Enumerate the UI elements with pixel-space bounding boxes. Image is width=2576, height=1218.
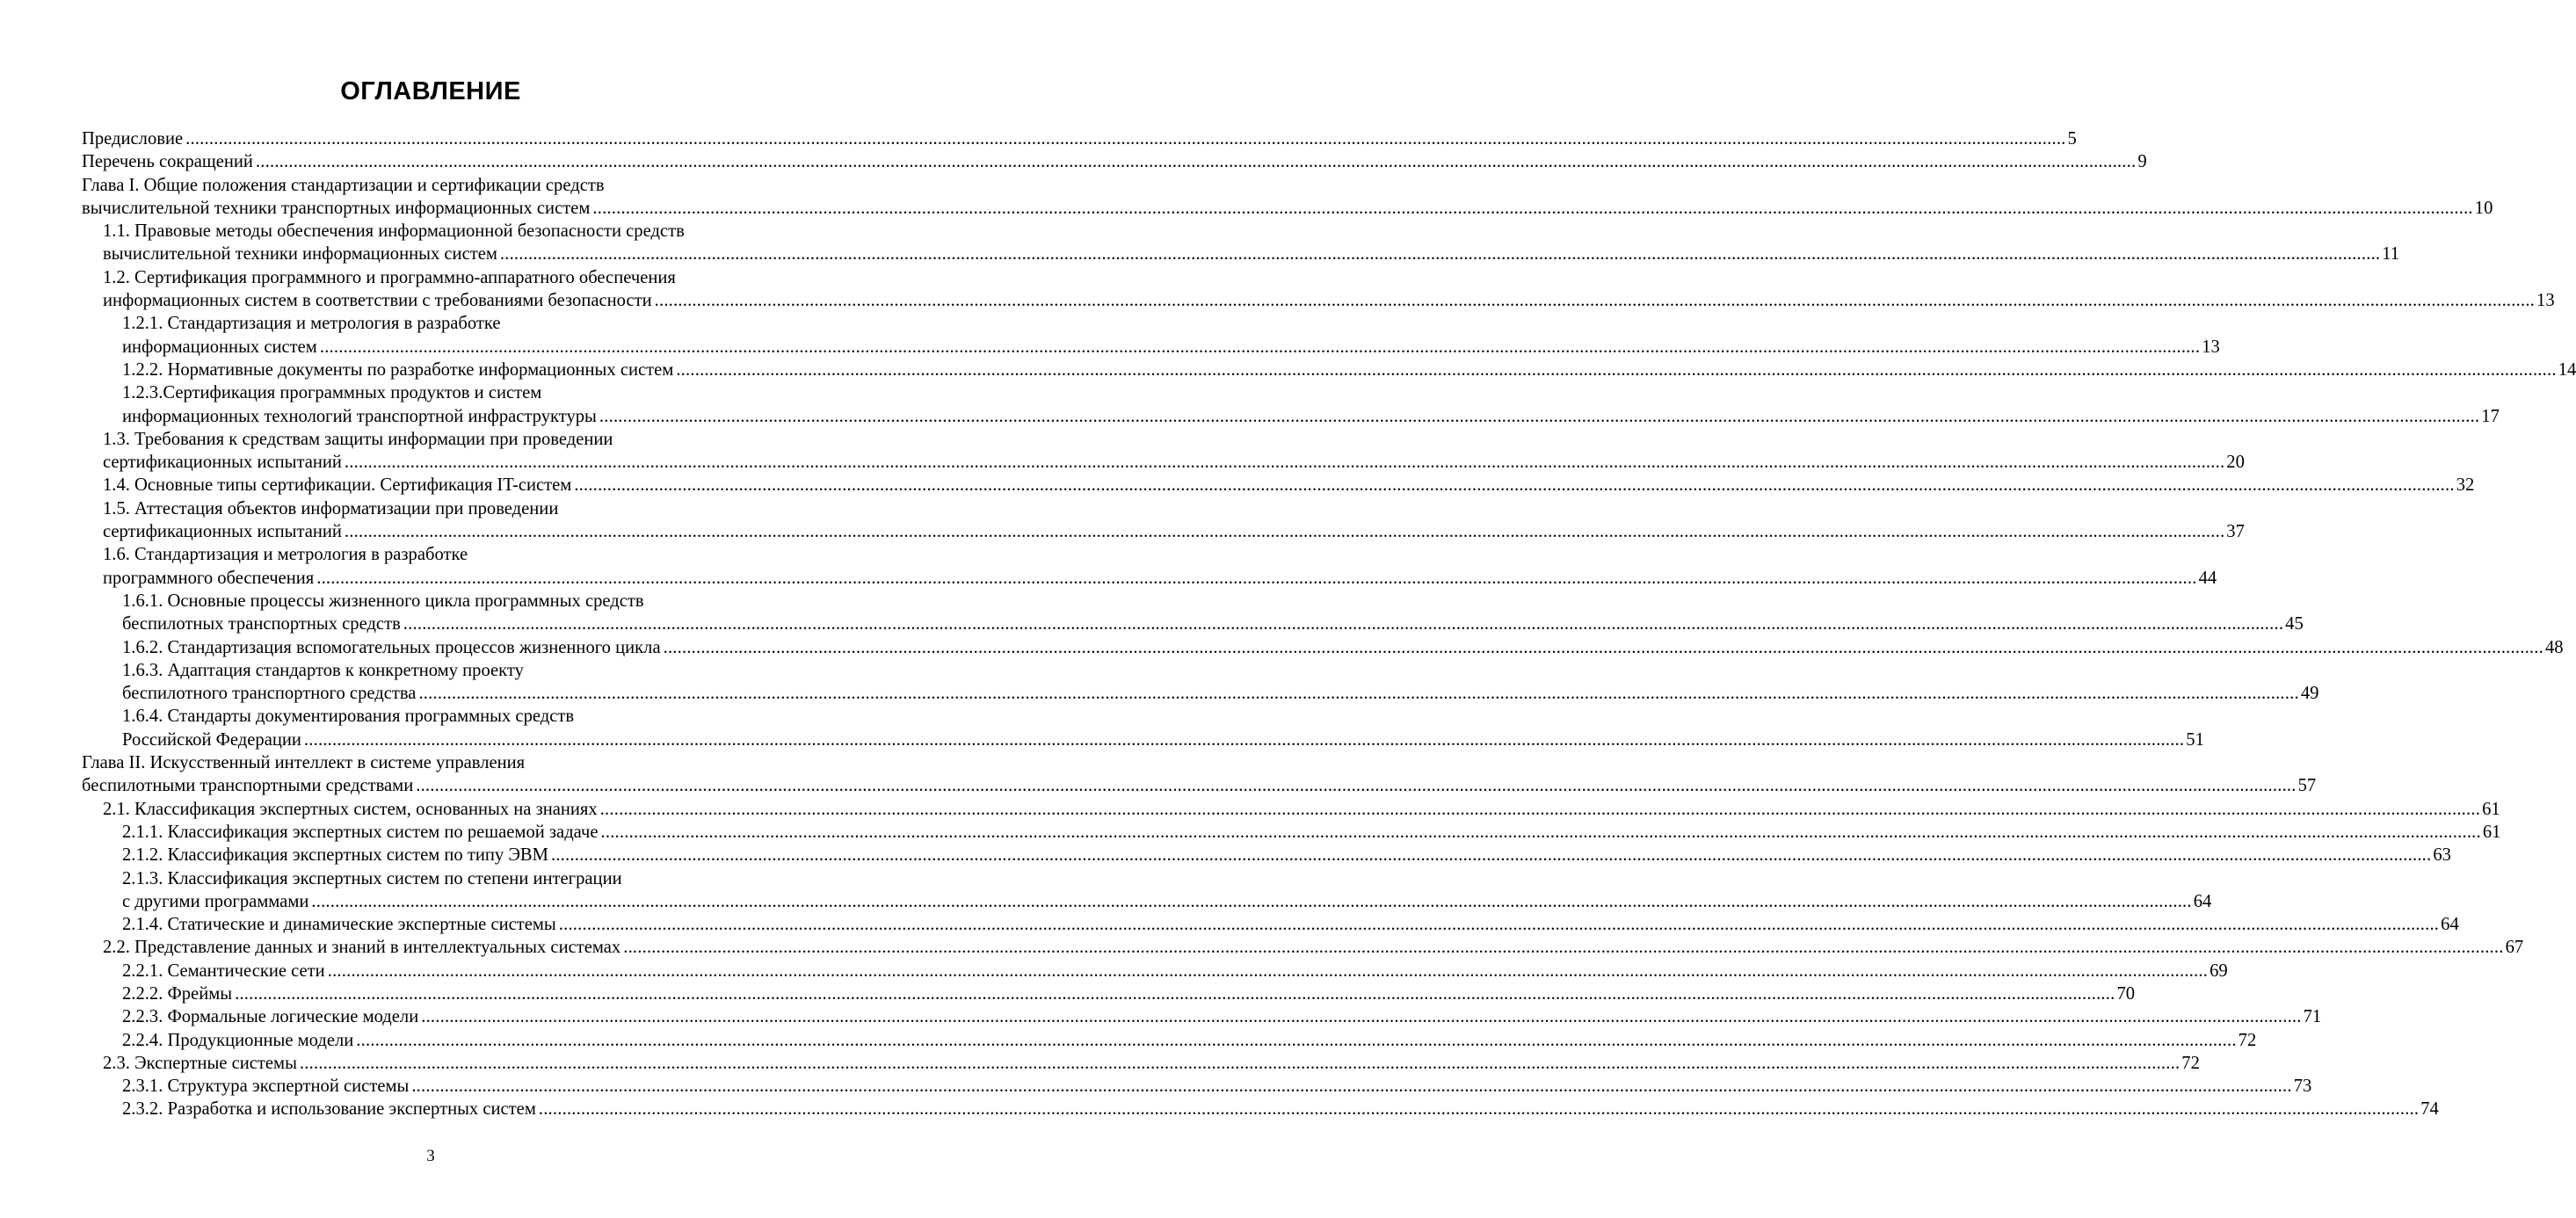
dot-leader: ................................................................................................................................................................................................................................................................................................................................................................................................................: [311, 891, 2192, 911]
toc-entry-line: [122, 890, 2212, 913]
toc-entry[interactable]: [82, 474, 2475, 497]
dot-leader: ................................................................................................................................................................................................................................................................................................................................................................................................................: [538, 1099, 2420, 1120]
toc-entry-page: 64: [2193, 891, 2212, 911]
dot-leader: ................................................................................................................................................................................................................................................................................................................................................................................................................: [623, 938, 2504, 958]
toc-entry-text: 1.2.2. Нормативные документы по разработке информационных систем: [122, 359, 674, 380]
toc-entry-text: 2.3.2. Разработка и использование экспертных систем: [122, 1099, 536, 1120]
toc-entry-text: 1.3. Требования к средствам защиты информации при проведении: [103, 429, 613, 449]
dot-leader: ................................................................................................................................................................................................................................................................................................................................................................................................................: [344, 453, 2225, 473]
toc-entry-page: 63: [2433, 845, 2451, 866]
toc-entry-page: 73: [2293, 1077, 2312, 1097]
toc-entry-line: [103, 520, 2245, 543]
toc-entry[interactable]: [82, 428, 2245, 475]
toc-entry-text: 2.1. Классификация экспертных систем, основанных на знаниях: [103, 799, 598, 819]
toc-entry-line: [122, 613, 2304, 635]
toc-entry-page: 17: [2481, 406, 2500, 426]
toc-entry[interactable]: [82, 798, 2500, 821]
dot-leader: ................................................................................................................................................................................................................................................................................................................................................................................................................: [663, 637, 2543, 657]
toc-entry-page: 13: [2536, 291, 2555, 311]
toc-entry-page: 72: [2181, 1053, 2200, 1073]
toc-entry-page: 48: [2544, 637, 2564, 657]
toc-entry-text: 1.2.3.Сертификация программных продуктов и систем: [122, 383, 542, 403]
dot-leader: ................................................................................................................................................................................................................................................................................................................................................................................................................: [303, 729, 2185, 750]
toc-entry-text: 2.3.1. Структура экспертной системы: [122, 1077, 410, 1097]
toc-entry-page: 45: [2285, 614, 2304, 634]
toc-entry-text: с другими программами: [122, 891, 309, 911]
toc-entry[interactable]: [82, 636, 2564, 659]
toc-entry[interactable]: [82, 497, 2245, 544]
toc-entry-line: [103, 798, 2500, 821]
toc-entry-text: 1.1. Правовые методы обеспечения информационной безопасности средств: [103, 221, 685, 242]
toc-entry-text: 2.1.4. Статические и динамические экспертные системы: [122, 915, 556, 935]
toc-entry-line: [103, 936, 2524, 959]
toc-entry-text: программного обеспечения: [103, 568, 315, 588]
toc-entry[interactable]: [82, 1005, 2322, 1028]
toc-entry-page: 9: [2137, 152, 2147, 172]
toc-entry-page: 20: [2226, 453, 2245, 473]
toc-entry-line: [122, 359, 2576, 381]
toc-entry-text: 1.6. Стандартизация и метрология в разработке: [103, 545, 468, 565]
toc-entry[interactable]: [82, 982, 2136, 1005]
toc-entry-text: Российской Федерации: [122, 729, 301, 750]
dot-leader: ................................................................................................................................................................................................................................................................................................................................................................................................................: [421, 1007, 2302, 1027]
toc-entry-line: [82, 150, 2147, 173]
toc-entry-text: 2.1.2. Классификация экспертных систем по типу ЭВМ: [122, 845, 548, 866]
toc-entry-text: беспилотными транспортными средствами: [82, 776, 414, 796]
toc-entry[interactable]: [82, 1052, 2200, 1075]
toc-entry-page: 69: [2210, 961, 2228, 981]
toc-entry-line: [122, 636, 2564, 659]
toc-entry-line: [122, 1075, 2312, 1098]
toc-entry-line: [122, 821, 2501, 844]
toc-entry-text: Глава I. Общие положения стандартизации и сертификации средств: [82, 175, 605, 195]
toc-entry-line: [103, 451, 2245, 474]
dot-leader: ................................................................................................................................................................................................................................................................................................................................................................................................................: [316, 568, 2197, 588]
dot-leader: ................................................................................................................................................................................................................................................................................................................................................................................................................: [418, 684, 2299, 704]
dot-leader: ................................................................................................................................................................................................................................................................................................................................................................................................................: [676, 359, 2557, 380]
toc-entry[interactable]: [82, 150, 2147, 173]
toc-entry[interactable]: [82, 844, 2451, 866]
toc-entry[interactable]: [82, 1075, 2312, 1098]
toc-entry-text: информационных систем в соответствии с требованиями безопасности: [103, 291, 652, 311]
toc-entry[interactable]: [82, 705, 2204, 751]
toc-entry-text: 2.1.3. Классификация экспертных систем по степени интеграции: [122, 868, 622, 888]
toc-entry-text: вычислительной техники транспортных информационных систем: [82, 198, 591, 218]
page-number: 3: [426, 1147, 435, 1165]
dot-leader: ................................................................................................................................................................................................................................................................................................................................................................................................................: [574, 475, 2455, 496]
toc-entry-text: 1.5. Аттестация объектов информатизации при проведении: [103, 498, 559, 518]
toc-entry-page: 51: [2186, 729, 2204, 750]
toc-entry-page: 49: [2300, 684, 2319, 704]
toc-entry-line: [122, 1029, 2257, 1052]
toc-entry-text: информационных технологий транспортной инфраструктуры: [122, 406, 597, 426]
toc-entry-text: Предисловие: [82, 129, 184, 149]
toc-entry[interactable]: [82, 1029, 2257, 1052]
toc-entry-line: [103, 289, 2555, 312]
toc-entry-text: 2.2. Представление данных и знаний в интеллектуальных системах: [103, 938, 621, 958]
toc-entry[interactable]: [82, 590, 2304, 636]
toc-entry-page: 74: [2420, 1099, 2439, 1120]
toc-entry-line: [103, 243, 2400, 265]
toc-entry-page: 72: [2238, 1030, 2257, 1050]
toc-entry-line: [82, 127, 2077, 150]
dot-leader: ................................................................................................................................................................................................................................................................................................................................................................................................................: [592, 198, 2473, 218]
toc-entry[interactable]: [82, 312, 2220, 359]
toc-entry[interactable]: [82, 1098, 2439, 1120]
toc-entry-text: 2.1.1. Классификация экспертных систем по решаемой задаче: [122, 822, 599, 842]
toc-entry[interactable]: [82, 659, 2319, 706]
toc-entry-text: сертификационных испытаний: [103, 453, 342, 473]
toc-entry[interactable]: [82, 381, 2500, 428]
toc-entry-page: 14: [2558, 359, 2576, 380]
toc-entry-text: 1.6.2. Стандартизация вспомогательных процессов жизненного цикла: [122, 637, 661, 657]
toc-entry-text: 2.2.1. Семантические сети: [122, 961, 325, 981]
dot-leader: ................................................................................................................................................................................................................................................................................................................................................................................................................: [403, 614, 2284, 634]
dot-leader: ................................................................................................................................................................................................................................................................................................................................................................................................................: [411, 1077, 2292, 1097]
toc-entry-line: [103, 567, 2217, 590]
dot-leader: ................................................................................................................................................................................................................................................................................................................................................................................................................: [600, 822, 2481, 842]
toc-entry-line: [122, 405, 2500, 428]
toc-entry-line: [122, 1098, 2439, 1120]
dot-leader: ................................................................................................................................................................................................................................................................................................................................................................................................................: [344, 522, 2225, 542]
toc-entry[interactable]: [82, 127, 2077, 150]
toc-entry-line: [82, 197, 2493, 220]
toc-entry-line: [122, 982, 2136, 1005]
toc-entry-line: [103, 474, 2475, 497]
toc-entry-line: [103, 1052, 2200, 1075]
toc-entry-line: [122, 913, 2459, 936]
toc-entry-text: Перечень сокращений: [82, 152, 253, 172]
toc-entry-text: 1.6.4. Стандарты документирования программных средств: [122, 707, 575, 727]
toc-entry-line: [122, 844, 2451, 866]
toc-entry-text: беспилотного транспортного средства: [122, 684, 417, 704]
page-title: ОГЛАВЛЕНИЕ: [340, 77, 521, 105]
toc-entry-line: [122, 729, 2204, 751]
dot-leader: ................................................................................................................................................................................................................................................................................................................................................................................................................: [599, 406, 2480, 426]
toc-entry-text: 1.6.3. Адаптация стандартов к конкретному проекту: [122, 660, 524, 680]
toc-entry-text: сертификационных испытаний: [103, 522, 342, 542]
toc-entry-line: [122, 1005, 2322, 1028]
dot-leader: ................................................................................................................................................................................................................................................................................................................................................................................................................: [319, 337, 2201, 357]
toc-entry-text: 1.2.1. Стандартизация и метрология в разработке: [122, 314, 501, 334]
toc-entry-page: 61: [2482, 799, 2500, 819]
toc-entry[interactable]: [82, 867, 2212, 914]
dot-leader: ................................................................................................................................................................................................................................................................................................................................................................................................................: [550, 845, 2432, 866]
toc-entry-page: 44: [2198, 568, 2217, 588]
toc-entry[interactable]: [82, 266, 2555, 313]
toc-entry-page: 57: [2297, 776, 2317, 796]
toc-entry-line: [82, 774, 2317, 797]
toc-entry-page: 37: [2226, 522, 2245, 542]
toc-entry[interactable]: [82, 936, 2524, 959]
toc-entry-text: беспилотных транспортных средств: [122, 614, 401, 634]
toc-entry[interactable]: [82, 751, 2317, 798]
toc-entry-text: 1.2. Сертификация программного и программно-аппаратного обеспечения: [103, 267, 676, 287]
toc-entry[interactable]: [82, 821, 2501, 844]
dot-leader: ................................................................................................................................................................................................................................................................................................................................................................................................................: [416, 776, 2297, 796]
toc-entry-text: 2.2.2. Фреймы: [122, 983, 233, 1004]
toc-entry-text: 1.4. Основные типы сертификации. Сертификация IT-систем: [103, 475, 572, 496]
table-of-contents: [82, 127, 2576, 1121]
toc-entry[interactable]: [82, 543, 2217, 590]
toc-entry-text: 2.3. Экспертные системы: [103, 1053, 297, 1073]
toc-entry-page: 10: [2474, 198, 2493, 218]
dot-leader: ................................................................................................................................................................................................................................................................................................................................................................................................................: [558, 915, 2440, 935]
toc-entry-text: информационных систем: [122, 337, 317, 357]
toc-entry[interactable]: [82, 174, 2493, 221]
toc-entry-line: [122, 682, 2319, 705]
toc-entry-page: 70: [2116, 983, 2136, 1004]
toc-entry-text: 2.2.4. Продукционные модели: [122, 1030, 354, 1050]
toc-entry-line: [122, 336, 2220, 359]
dot-leader: ................................................................................................................................................................................................................................................................................................................................................................................................................: [654, 291, 2536, 311]
toc-entry[interactable]: [82, 960, 2228, 982]
dot-leader: ................................................................................................................................................................................................................................................................................................................................................................................................................: [235, 983, 2115, 1004]
toc-entry-page: 67: [2505, 938, 2524, 958]
toc-entry-text: 2.2.3. Формальные логические модели: [122, 1007, 419, 1027]
dot-leader: ................................................................................................................................................................................................................................................................................................................................................................................................................: [185, 129, 2066, 149]
toc-entry[interactable]: [82, 220, 2400, 266]
dot-leader: ................................................................................................................................................................................................................................................................................................................................................................................................................: [599, 799, 2481, 819]
toc-entry[interactable]: [82, 913, 2459, 936]
toc-entry-text: вычислительной техники информационных систем: [103, 244, 497, 265]
toc-entry-text: Глава II. Искусственный интеллект в системе управления: [82, 753, 526, 773]
dot-leader: ................................................................................................................................................................................................................................................................................................................................................................................................................: [499, 244, 2381, 265]
toc-entry-page: 11: [2382, 244, 2400, 265]
toc-entry-page: 64: [2441, 915, 2459, 935]
toc-entry-page: 32: [2456, 475, 2475, 496]
toc-entry-text: 1.6.1. Основные процессы жизненного цикла программных средств: [122, 591, 644, 611]
toc-entry-page: 61: [2482, 822, 2501, 842]
dot-leader: ................................................................................................................................................................................................................................................................................................................................................................................................................: [255, 152, 2137, 172]
toc-entry[interactable]: [82, 359, 2576, 381]
toc-entry-page: 5: [2067, 129, 2077, 149]
toc-entry-page: 71: [2303, 1007, 2322, 1027]
dot-leader: ................................................................................................................................................................................................................................................................................................................................................................................................................: [356, 1030, 2237, 1050]
toc-entry-page: 13: [2202, 337, 2220, 357]
toc-entry-line: [122, 960, 2228, 982]
dot-leader: ................................................................................................................................................................................................................................................................................................................................................................................................................: [327, 961, 2209, 981]
dot-leader: ................................................................................................................................................................................................................................................................................................................................................................................................................: [299, 1053, 2181, 1073]
